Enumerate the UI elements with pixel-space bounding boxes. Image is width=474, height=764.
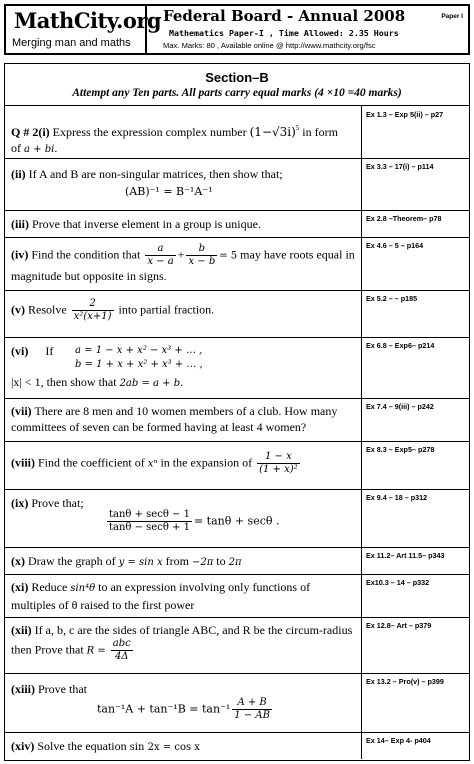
textbook-reference: Ex 1.3 – Exp 5(ii) – p27 [366,110,444,119]
fraction: $\frac{2}{\text{x²(x+1)}}$ [73,298,112,322]
question-row [5,106,469,159]
question-row [5,732,469,759]
question-row [5,237,469,291]
question-text: (iii) Prove that inverse element in a group is unique. [11,217,261,231]
textbook-reference: Ex 7.4 – 9(iii) – p242 [366,402,434,411]
question-row: (vi) If a = 1 − x + x² − x³ + … , b = 1 + x + x² + x³ + … , |x| < 1, then show that 2ab = a + b. Ex 6.8 – Exp6– p214 [5,337,469,399]
question-text: (v) Resolve $\frac{2}{\text{x²(x+1)}}$ into partial fraction. [11,298,215,322]
section-instructions: Attempt any Ten parts. All parts carry equal marks (4 ×10 =40 marks) [72,87,402,99]
question-row [5,574,469,618]
textbook-reference: Ex 13.2 – Pro(v) – p399 [366,677,444,686]
section-title: Section–B [205,70,269,85]
paper-tag: Paper I [441,13,463,20]
marks-and-link: Max. Marks: 80 , Available online @ http://www.mathcity.org/fsc [163,41,376,50]
question-row [5,441,469,490]
textbook-reference: Ex 5.2 – – p185 [366,294,418,303]
question-row [5,210,469,238]
equation: (AB)⁻¹ = B⁻¹A⁻¹ [125,185,213,198]
question-text: (xiv) Solve the equation sin 2x = cos x [11,739,200,753]
question-text: (ix) Prove that; [11,496,84,510]
site-logo: MathCity.org [14,8,162,33]
fraction: $\frac{\tan\theta + \sec\theta - 1}{\tan\theta - \sec\theta + 1}$ [109,509,190,533]
logo-box [6,6,162,53]
textbook-reference: Ex 9.4 – 18 – p312 [366,493,428,502]
fraction: $\frac{A + B}{1 - AB}$ [234,697,270,721]
fraction: $\frac{a}{x - a}$ [147,243,174,267]
equation: $\frac{\tan\theta + \sec\theta - 1}{\tan\theta - \sec\theta + 1}$ = tanθ + secθ . [109,509,280,533]
section-header [4,63,470,106]
series-a: a = 1 − x + x² − x³ + … , [75,345,203,356]
question-text: (vi) If [11,344,54,358]
question-text: (viii) Find the coefficient of xⁿ in the expansion of $\frac{1 - x}{\text{(1 + x)²}}$ [11,451,298,475]
tagline: Merging man and maths [12,37,131,49]
equation: tan⁻¹A + tan⁻¹B = tan⁻¹ $\frac{A + B}{1 - AB}$ [97,697,270,721]
textbook-reference: Ex10.3 – 14 – p332 [366,578,430,587]
question-row [5,290,469,338]
textbook-reference: Ex 14– Exp 4- p404 [366,736,431,745]
textbook-reference: Ex 4.6 – 5 – p164 [366,241,424,250]
fraction: $\frac{1 - x}{\text{(1 + x)²}}$ [259,451,298,475]
question-text: (vii) There are 8 men and 10 women members of a club. How many committees of seven can be formed having at least 4 women? [11,404,338,434]
question-row [5,489,469,548]
question-text: (ii) If A and B are non-singular matrices, then show that; [11,167,283,181]
question-text: (iv) Find the condition that $\frac{a}{x - a}$ + $\frac{b}{x - b}$ = 5 may have roots equal in magnitude but opposite in signs. [11,243,355,283]
question-row [5,398,469,442]
question-text: (xiii) Prove that [11,682,87,696]
page-header [4,4,470,55]
question-text: Q # 2(i) Express the expression complex number $(1-√3i)^5$ in form of a + bi. [11,124,338,155]
exam-info [147,6,468,53]
textbook-reference: Ex 6.8 – Exp6– p214 [366,341,435,350]
series-b: b = 1 + x + x² + x³ + … , [75,359,203,370]
paper-details: Mathematics Paper-I , Time Allowed: 2.35 Hours [169,28,399,38]
question-text: (xii) If a, b, c are the sides of triangle ABC, and R be the circum-radius then Prove that R = $\frac{\text{abc}}{4\Delta}$ [11,623,353,662]
textbook-reference: Ex 11.2– Art 11.5– p343 [366,551,445,560]
textbook-reference: Ex 12.8– Art – p379 [366,621,432,630]
question-row [5,547,469,575]
question-row [5,158,469,211]
textbook-reference: Ex 3.3 – 17(i) – p114 [366,162,434,171]
question-row [5,673,469,733]
textbook-reference: Ex 2.8 –Theorem– p78 [366,214,442,223]
questions-table [4,105,470,761]
textbook-reference: Ex 8.3 – Exp5– p278 [366,445,435,454]
fraction: $\frac{b}{x - b}$ [188,243,216,267]
question-text: (x) Draw the graph of y = sin x from −2π to 2π [11,554,242,568]
exam-title: Federal Board - Annual 2008 [163,7,406,25]
fraction: $\frac{\text{abc}}{4\Delta}$ [112,638,131,662]
question-text: (xi) Reduce sin⁴θ to an expression involving only functions of multiples of θ raised to the first power [11,580,311,612]
question-row [5,617,469,674]
